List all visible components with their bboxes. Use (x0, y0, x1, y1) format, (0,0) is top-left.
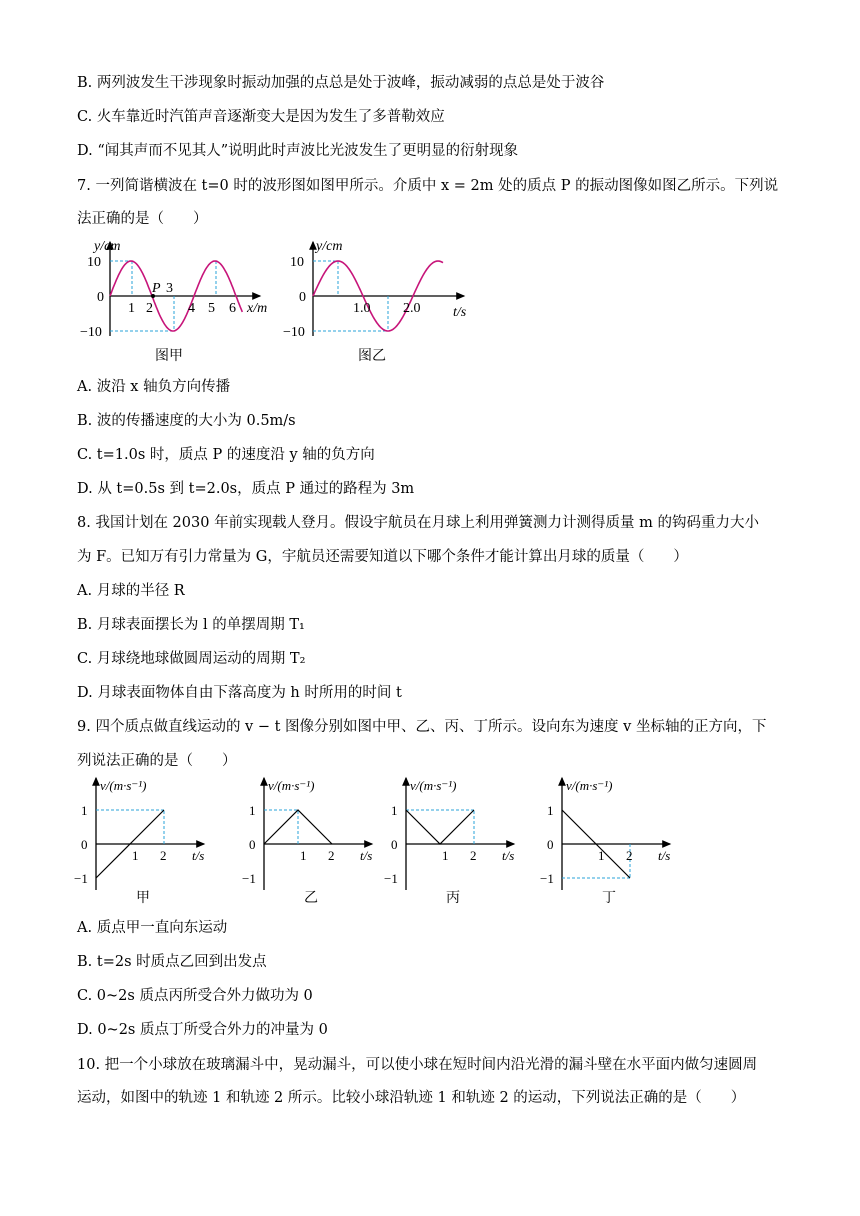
v-axis-label: v/(m·s⁻¹) (566, 778, 613, 793)
v-axis-label: v/(m·s⁻¹) (410, 778, 457, 793)
v-tick-0: 0 (547, 837, 554, 852)
q9-stem-line1: 9. 四个质点做直线运动的 v − t 图像分别如图中甲、乙、丙、丁所示。设向东为速度 v 坐标轴的正方向，下 (77, 719, 767, 735)
y-tick-10: 10 (87, 255, 101, 270)
figure-a-caption: 图甲 (155, 349, 183, 364)
v-tick-0: 0 (391, 837, 398, 852)
v-tick-1: 1 (249, 803, 256, 818)
point-p-label: P (152, 281, 161, 296)
y-tick-0: 0 (97, 290, 104, 305)
q7-option-a: A. 波沿 x 轴负方向传播 (77, 379, 231, 395)
y-tick-neg10: −10 (80, 325, 102, 340)
x-tick-6: 6 (229, 301, 236, 316)
t-tick-1: 1 (598, 848, 605, 863)
q7-stem-line2: 法正确的是（ ） (77, 211, 208, 227)
t-tick-1: 1 (132, 848, 139, 863)
vt-line (406, 810, 474, 844)
q7-option-c: C. t=1.0s 时，质点 P 的速度沿 y 轴的负方向 (77, 447, 375, 463)
v-tick-1: 1 (547, 803, 554, 818)
q8-option-a: A. 月球的半径 R (77, 583, 185, 599)
v-tick-neg1: −1 (74, 871, 88, 886)
t-tick-2: 2 (626, 848, 633, 863)
t-axis-label: t/s (502, 848, 515, 863)
q9-option-c: C. 0~2s 质点丙所受合外力做功为 0 (77, 988, 313, 1004)
wave-figure-a (80, 236, 280, 370)
t-axis-label: t/s (658, 848, 671, 863)
graph-caption: 甲 (136, 891, 150, 906)
v-tick-neg1: −1 (384, 871, 398, 886)
v-axis-label: v/(m·s⁻¹) (100, 778, 147, 793)
v-tick-neg1: −1 (242, 871, 256, 886)
t-tick-1: 1.0 (353, 301, 371, 316)
q10-stem-line2: 运动，如图中的轨迹 1 和轨迹 2 所示。比较小球沿轨迹 1 和轨迹 2 的运动，下列说法正确的是（ ） (77, 1090, 746, 1106)
t-tick-2: 2.0 (403, 301, 421, 316)
t-axis-label: t/s (453, 305, 467, 320)
y-axis-label: y/cm (316, 239, 343, 254)
v-tick-0: 0 (249, 837, 256, 852)
q8-stem-line2: 为 F。已知万有引力常量为 G，宇航员还需要知道以下哪个条件才能计算出月球的质量（ ） (77, 549, 688, 565)
v-tick-0: 0 (81, 837, 88, 852)
y-axis-label: y/cm (94, 239, 121, 254)
q7-stem-line1: 7. 一列简谐横波在 t=0 时的波形图如图甲所示。介质中 x = 2m 处的质点 P 的振动图像如图乙所示。下列说 (77, 178, 779, 194)
t-tick-1: 1 (442, 848, 449, 863)
graph-caption: 丁 (602, 891, 616, 906)
figure-b-caption: 图乙 (358, 349, 386, 364)
q9-option-b: B. t=2s 时质点乙回到出发点 (77, 954, 267, 970)
graph-caption: 乙 (304, 891, 318, 906)
v-tick-1: 1 (391, 803, 398, 818)
vt-graph-ding (538, 772, 688, 912)
q7-option-b: B. 波的传播速度的大小为 0.5m/s (77, 413, 296, 429)
x-tick-2: 2 (146, 301, 153, 316)
q8-option-d: D. 月球表面物体自由下落高度为 h 时所用的时间 t (77, 685, 402, 701)
q8-option-b: B. 月球表面摆长为 l 的单摆周期 T₁ (77, 617, 305, 633)
y-tick-10: 10 (290, 255, 304, 270)
t-tick-1: 1 (300, 848, 307, 863)
q8-stem-line1: 8. 我国计划在 2030 年前实现载人登月。假设宇航员在月球上利用弹簧测力计测得质量 m 的钩码重力大小 (77, 515, 760, 531)
q6-option-c: C. 火车靠近时汽笛声音逐渐变大是因为发生了多普勒效应 (77, 109, 445, 125)
x-axis-label: x/m (247, 301, 268, 316)
y-tick-neg10: −10 (283, 325, 305, 340)
vt-graph-yi (240, 772, 390, 912)
x-tick-4: 4 (188, 301, 195, 316)
graph-caption: 丙 (446, 891, 460, 906)
vibration-figure-b (283, 236, 486, 370)
y-tick-0: 0 (299, 290, 306, 305)
vt-graph-jia (72, 772, 222, 912)
v-tick-neg1: −1 (540, 871, 554, 886)
t-axis-label: t/s (360, 848, 373, 863)
v-axis-label: v/(m·s⁻¹) (268, 778, 315, 793)
q9-option-d: D. 0~2s 质点丁所受合外力的冲量为 0 (77, 1022, 328, 1038)
t-axis-label: t/s (192, 848, 205, 863)
x-tick-1: 1 (128, 301, 135, 316)
x-tick-3: 3 (166, 281, 173, 296)
t-tick-2: 2 (328, 848, 335, 863)
x-tick-5: 5 (208, 301, 215, 316)
q8-option-c: C. 月球绕地球做圆周运动的周期 T₂ (77, 651, 306, 667)
q6-option-b: B. 两列波发生干涉现象时振动加强的点总是处于波峰，振动减弱的点总是处于波谷 (77, 75, 605, 91)
t-tick-2: 2 (470, 848, 477, 863)
q9-stem-line2: 列说法正确的是（ ） (77, 753, 237, 769)
v-tick-1: 1 (81, 803, 88, 818)
q7-option-d: D. 从 t=0.5s 到 t=2.0s，质点 P 通过的路程为 3m (77, 481, 415, 497)
t-tick-2: 2 (160, 848, 167, 863)
q10-stem-line1: 10. 把一个小球放在玻璃漏斗中，晃动漏斗，可以使小球在短时间内沿光滑的漏斗壁在水平面内做匀速圆周 (77, 1057, 758, 1073)
q6-option-d: D. “闻其声而不见其人”说明此时声波比光波发生了更明显的衍射现象 (77, 143, 519, 159)
vt-graph-bing (382, 772, 532, 912)
q9-option-a: A. 质点甲一直向东运动 (77, 920, 228, 936)
